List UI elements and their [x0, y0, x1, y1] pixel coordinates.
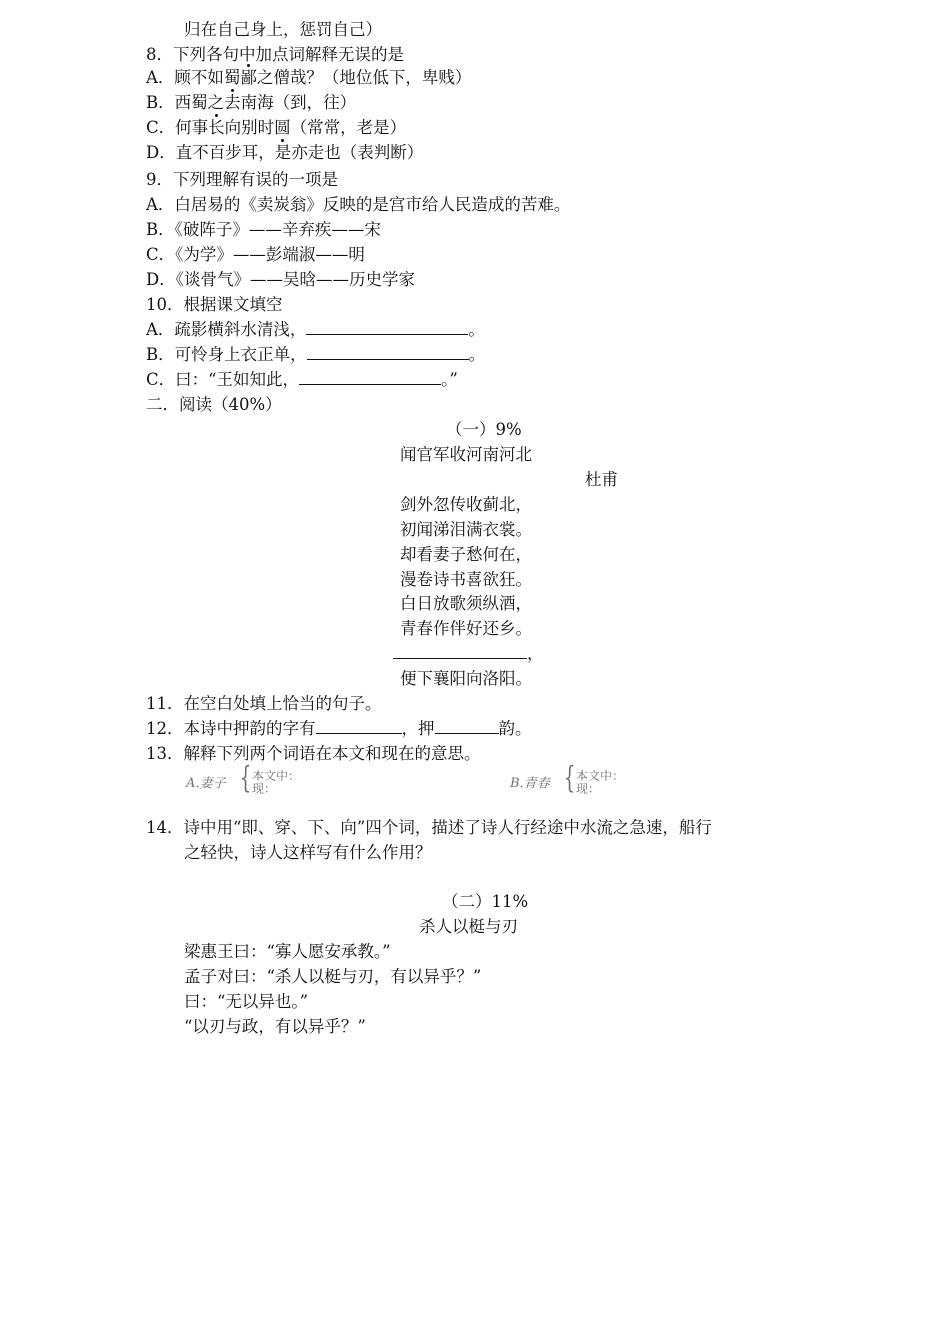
- q9-option-c: C．《为学》——彭端淑——明: [146, 245, 365, 264]
- answer-blank[interactable]: [306, 319, 468, 335]
- part1-header: （一）9%: [446, 420, 522, 439]
- emphasis-dot-word: 去: [224, 93, 241, 112]
- passage-line: 梁惠王曰：“寡人愿安承教。”: [184, 942, 391, 961]
- q13-definition-a: A.妻子 { 本文中： 现：: [185, 760, 301, 796]
- q9-option-b: B．《破阵子》——辛弃疾——宋: [146, 220, 381, 239]
- poem-line: 青春作伴好还乡。: [400, 619, 532, 638]
- emphasis-dot-word: 是: [274, 143, 292, 162]
- q9-stem: 9．下列理解有误的一项是: [146, 170, 338, 189]
- emphasis-dot-word: 鄙: [240, 68, 257, 87]
- section-heading-reading: 二．阅读（40%）: [146, 395, 282, 414]
- answer-blank[interactable]: [299, 369, 441, 385]
- q12-stem: 12．本诗中押韵的字有 ，押 韵。: [146, 719, 532, 738]
- q14-line-2: 之轻快，诗人这样写有什么作用？: [184, 843, 432, 862]
- passage-line: 孟子对曰：“杀人以梃与刃，有以异乎？”: [184, 967, 482, 986]
- answer-blank[interactable]: [435, 718, 499, 734]
- part2-header: （二）11%: [442, 892, 529, 911]
- q8-option-d: D．直不百步耳，是亦走也（表判断）: [146, 143, 424, 162]
- q13-definition-b: B.青春 { 本文中： 现：: [509, 760, 625, 796]
- answer-blank[interactable]: [316, 718, 402, 734]
- q9-option-d: D．《谈骨气》——吴晗——历史学家: [146, 270, 415, 289]
- emphasis-dot-word: 长: [208, 118, 225, 137]
- passage-line: 曰：“无以异也。”: [184, 992, 309, 1011]
- poem-line: 漫卷诗书喜欲狂。: [400, 570, 532, 589]
- q11-stem: 11．在空白处填上恰当的句子。: [146, 694, 382, 713]
- poem-line: 便下襄阳向洛阳。: [400, 669, 532, 688]
- answer-blank[interactable]: [393, 643, 527, 659]
- q8-stem: 8．下列各句中加点词解释无误的是: [146, 45, 404, 64]
- q8-option-b: B．西蜀之去南海（到，往）: [146, 93, 357, 112]
- q10-option-c: C．曰：“王如知此， 。”: [146, 370, 458, 389]
- q10-option-a: A．疏影横斜水清浅， 。: [146, 320, 485, 339]
- poem-blank-line: ，: [393, 643, 544, 665]
- q8-option-c: C．何事长向别时圆（常常，老是）: [146, 118, 407, 137]
- q10-option-b: B．可怜身上衣正单， 。: [146, 345, 486, 364]
- passage-title: 杀人以梃与刃: [419, 917, 518, 936]
- brace-symbol: {: [239, 760, 252, 796]
- q9-option-a: A．白居易的《卖炭翁》反映的是宫市给人民造成的苦难。: [146, 195, 571, 214]
- poem-title: 闻官军收河南河北: [400, 445, 532, 464]
- answer-blank[interactable]: [307, 344, 469, 360]
- poem-line: 却看妻子愁何在，: [400, 545, 532, 564]
- poem-line: 初闻涕泪满衣裳。: [400, 520, 532, 539]
- q14-line-1: 14．诗中用“即、穿、下、向”四个词，描述了诗人行经途中水流之急速，船行: [146, 818, 712, 837]
- q7-continuation: 归在自己身上，惩罚自己）: [184, 20, 382, 39]
- passage-line: “以刃与政，有以异乎？”: [184, 1017, 366, 1036]
- poem-line: 白日放歌须纵酒，: [400, 594, 532, 613]
- q13-stem: 13．解释下列两个词语在本文和现在的意思。: [146, 744, 481, 763]
- poem-author: 杜甫: [585, 470, 618, 489]
- q8-option-a: A．顾不如蜀鄙之僧哉？（地位低下，卑贱）: [146, 68, 472, 87]
- poem-line: 剑外忽传收蓟北，: [400, 495, 532, 514]
- brace-symbol: {: [563, 760, 576, 796]
- q10-stem: 10．根据课文填空: [146, 295, 283, 314]
